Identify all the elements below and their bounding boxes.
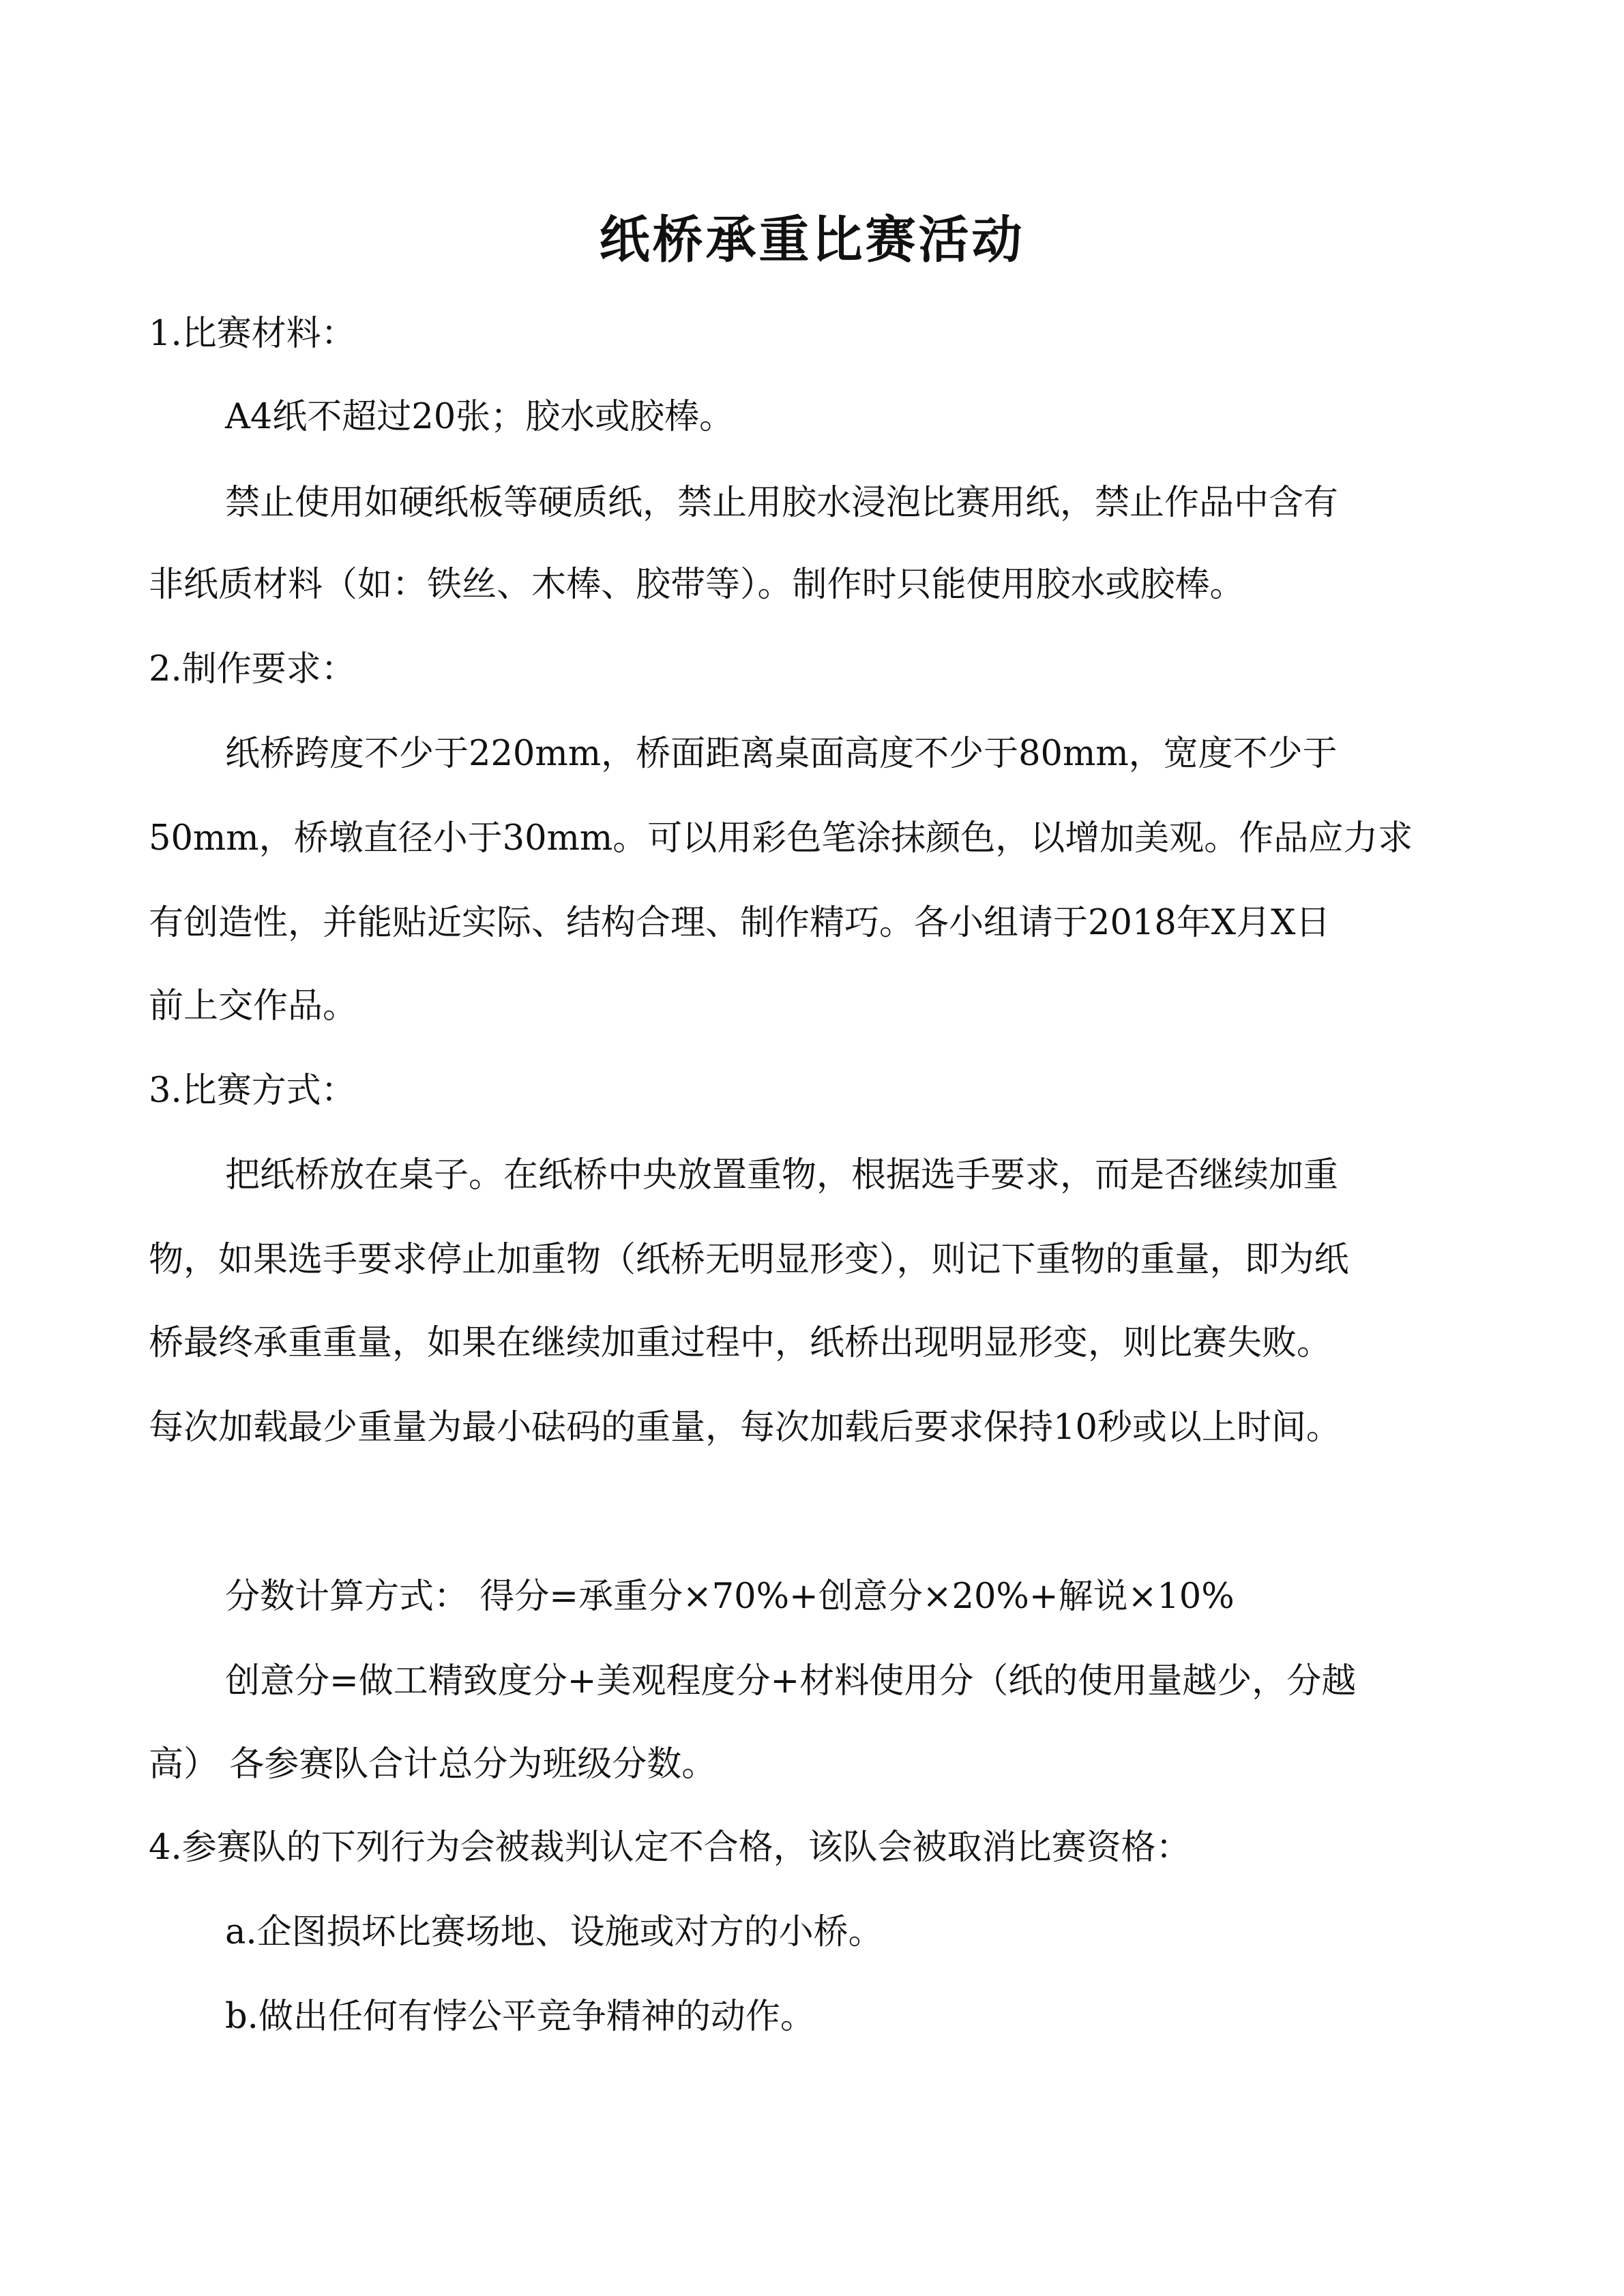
section-heading-requirements: 2.制作要求： <box>149 649 356 689</box>
paragraph-line: 桥最终承重重量，如果在继续加重过程中，纸桥出现明显形变，则比赛失败。 <box>149 1323 1332 1363</box>
document-title: 纸桥承重比赛活动 <box>599 211 1025 269</box>
paragraph-line: 把纸桥放在桌子。在纸桥中央放置重物，根据选手要求，而是否继续加重 <box>225 1155 1339 1195</box>
paragraph-line: 每次加载最少重量为最小砝码的重量，每次加载后要求保持10秒或以上时间。 <box>149 1407 1341 1448</box>
section-heading-materials: 1.比赛材料： <box>149 314 356 354</box>
paragraph-line: 前上交作品。 <box>149 986 358 1026</box>
section-heading-method: 3.比赛方式： <box>149 1071 356 1111</box>
paragraph-line: A4纸不超过20张；胶水或胶棒。 <box>225 397 735 437</box>
paragraph-line: 高） 各参赛队合计总分为班级分数。 <box>149 1744 717 1785</box>
paragraph-line: 禁止使用如硬纸板等硬质纸，禁止用胶水浸泡比赛用纸，禁止作品中含有 <box>225 483 1339 523</box>
list-item: b.做出任何有悖公平竞争精神的动作。 <box>225 1997 815 2037</box>
paragraph-line: 物，如果选手要求停止加重物（纸桥无明显形变），则记下重物的重量，即为纸 <box>149 1240 1349 1280</box>
paragraph-line: 50mm，桥墩直径小于30mm。可以用彩色笔涂抹颜色，以增加美观。作品应力求 <box>149 818 1413 859</box>
paragraph-line: 非纸质材料（如：铁丝、木棒、胶带等）。制作时只能使用胶水或胶棒。 <box>149 565 1245 605</box>
section-heading-disqualification: 4.参赛队的下列行为会被裁判认定不合格，该队会被取消比赛资格： <box>149 1828 1191 1868</box>
score-formula-line: 分数计算方式： 得分=承重分×70%+创意分×20%+解说×10% <box>225 1577 1235 1617</box>
paragraph-line: 纸桥跨度不少于220mm，桥面距离桌面高度不少于80mm，宽度不少于 <box>225 734 1338 774</box>
paragraph-line: 创意分=做工精致度分+美观程度分+材料使用分（纸的使用量越少，分越 <box>225 1661 1357 1701</box>
list-item: a.企图损坏比赛场地、设施或对方的小桥。 <box>225 1912 883 1952</box>
paragraph-line: 有创造性，并能贴近实际、结构合理、制作精巧。各小组请于2018年X月X日 <box>149 903 1331 943</box>
